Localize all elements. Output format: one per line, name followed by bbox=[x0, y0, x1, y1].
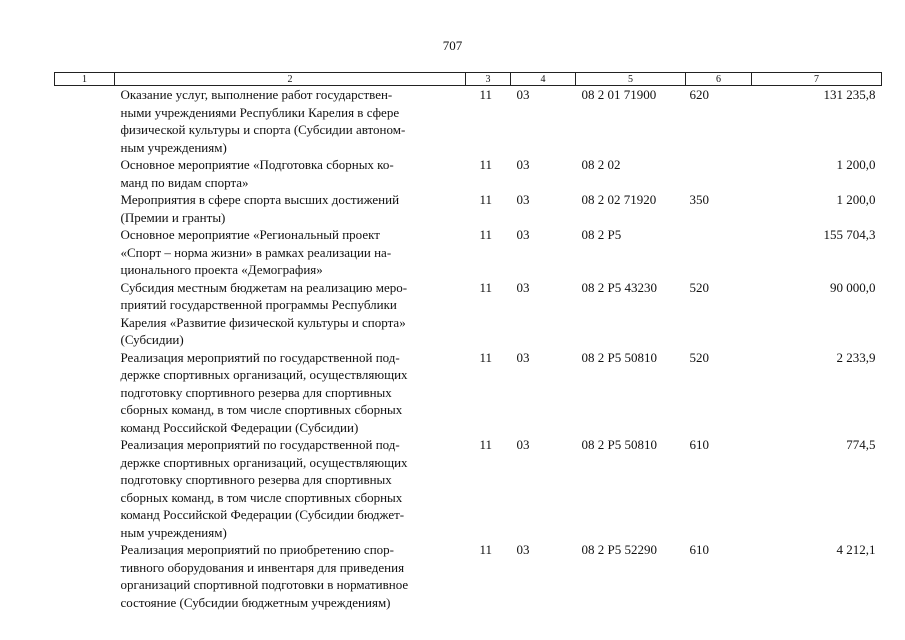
expense-type-cell bbox=[686, 156, 752, 191]
table-row bbox=[55, 156, 882, 191]
subsection-cell: 03 bbox=[516, 87, 530, 102]
item-name-line: Реализация мероприятий по приобретению спор- bbox=[120, 542, 394, 557]
table-row bbox=[55, 436, 882, 541]
empty-cell bbox=[55, 226, 115, 279]
item-name-line: Оказание услуг, выполнение работ государствен- bbox=[120, 87, 393, 102]
item-name-line: ционального проекта «Демография» bbox=[120, 262, 323, 277]
table-row bbox=[55, 86, 882, 157]
subsection-cell: 03 bbox=[516, 349, 530, 365]
target-code-cell: 08 2 P5 50810 bbox=[581, 349, 657, 365]
item-name-line: Основное мероприятие «Подготовка сборных ко- bbox=[120, 157, 394, 172]
item-name-cell bbox=[115, 349, 466, 437]
section-cell: 11 bbox=[479, 279, 493, 295]
item-name-line: держке спортивных организаций, осуществляющих bbox=[120, 367, 408, 382]
table-row bbox=[55, 279, 882, 349]
amount-cell: 1 200,0 bbox=[836, 157, 876, 172]
item-name-line: Реализация мероприятий по государственной под- bbox=[120, 349, 400, 365]
item-name-line: «Спорт – норма жизни» в рамках реализации на- bbox=[120, 244, 392, 260]
subsection-cell: 03 bbox=[516, 279, 530, 295]
item-name-line: приятий государственной программы Республики bbox=[120, 297, 397, 312]
item-name-cell bbox=[115, 226, 466, 279]
item-name-line: держке спортивных организаций, осуществляющих bbox=[120, 454, 408, 470]
item-name-line: Мероприятия в сфере спорта высших достижений bbox=[120, 192, 400, 207]
item-name-line: ным учреждениям) bbox=[120, 524, 227, 540]
subsection-cell: 03 bbox=[516, 227, 530, 242]
item-name-line: сборных команд, в том числе спортивных сборных bbox=[120, 489, 403, 505]
item-name-line: Реализация мероприятий по государственной под- bbox=[120, 437, 400, 452]
section-cell: 11 bbox=[479, 192, 493, 207]
section-cell: 11 bbox=[479, 227, 493, 242]
item-name-line: состояние (Субсидии бюджетным учреждениям) bbox=[120, 594, 391, 610]
amount-cell: 774,5 bbox=[846, 437, 876, 452]
item-name-line: команд Российской Федерации (Субсидии) bbox=[120, 419, 359, 435]
item-name-line: ными учреждениями Республики Карелия в сфере bbox=[120, 104, 400, 120]
subsection-cell: 03 bbox=[516, 157, 530, 172]
section-cell: 11 bbox=[479, 437, 493, 452]
table-body bbox=[55, 86, 882, 612]
item-name-line: (Премии и гранты) bbox=[120, 209, 226, 225]
empty-cell bbox=[55, 156, 115, 191]
item-name-cell bbox=[115, 279, 466, 349]
item-name-line: организаций спортивной подготовки в нормативное bbox=[120, 577, 409, 592]
amount-cell: 1 200,0 bbox=[836, 192, 876, 207]
expense-type-cell: 520 bbox=[689, 279, 709, 295]
section-cell: 11 bbox=[479, 157, 493, 172]
subsection-cell: 03 bbox=[516, 437, 530, 452]
column-header: 2 bbox=[115, 73, 466, 86]
target-code-cell: 08 2 02 bbox=[581, 157, 621, 172]
empty-cell bbox=[55, 349, 115, 437]
target-code-cell: 08 2 P5 43230 bbox=[581, 279, 657, 295]
amount-cell: 4 212,1 bbox=[836, 542, 876, 557]
item-name-cell bbox=[115, 541, 466, 611]
expense-type-cell: 520 bbox=[689, 349, 709, 365]
section-cell: 11 bbox=[479, 542, 493, 557]
expense-type-cell: 610 bbox=[689, 437, 709, 452]
expense-type-cell bbox=[686, 226, 752, 279]
target-code-cell: 08 2 P5 52290 bbox=[581, 542, 657, 557]
item-name-line: Основное мероприятие «Региональный проект bbox=[120, 227, 380, 242]
expense-type-cell: 350 bbox=[689, 192, 709, 207]
item-name-line: манд по видам спорта» bbox=[120, 174, 249, 190]
item-name-line: физической культуры и спорта (Субсидии автоном- bbox=[120, 122, 406, 137]
column-header: 7 bbox=[752, 73, 882, 86]
table-row bbox=[55, 541, 882, 611]
subsection-cell: 03 bbox=[516, 192, 530, 207]
target-code-cell: 08 2 P5 50810 bbox=[581, 437, 657, 452]
item-name-line: (Субсидии) bbox=[120, 332, 184, 347]
empty-cell bbox=[55, 436, 115, 541]
expense-type-cell: 610 bbox=[689, 542, 709, 557]
target-code-cell: 08 2 02 71920 bbox=[581, 192, 657, 207]
empty-cell bbox=[55, 541, 115, 611]
empty-cell bbox=[55, 279, 115, 349]
target-code-cell: 08 2 P5 bbox=[581, 227, 622, 242]
page-number: 707 bbox=[442, 38, 463, 53]
item-name-line: Карелия «Развитие физической культуры и спорта» bbox=[120, 314, 406, 330]
item-name-line: подготовку спортивного резерва для спортивных bbox=[120, 472, 392, 487]
amount-cell: 2 233,9 bbox=[836, 349, 876, 365]
amount-cell: 155 704,3 bbox=[823, 227, 876, 242]
column-header: 1 bbox=[55, 73, 115, 86]
item-name-line: Субсидия местным бюджетам на реализацию меро- bbox=[120, 279, 408, 295]
amount-cell: 131 235,8 bbox=[823, 87, 876, 102]
header-row bbox=[55, 73, 882, 86]
item-name-cell bbox=[115, 191, 466, 226]
table-header bbox=[55, 73, 882, 86]
item-name-line: ным учреждениям) bbox=[120, 139, 227, 155]
budget-table bbox=[54, 72, 882, 611]
section-cell: 11 bbox=[479, 349, 493, 365]
section-cell: 11 bbox=[479, 87, 493, 102]
expense-type-cell: 620 bbox=[689, 87, 709, 102]
column-header: 4 bbox=[511, 73, 576, 86]
item-name-cell bbox=[115, 436, 466, 541]
item-name-cell bbox=[115, 86, 466, 157]
target-code-cell: 08 2 01 71900 bbox=[581, 87, 657, 102]
column-header: 6 bbox=[686, 73, 752, 86]
item-name-line: подготовку спортивного резерва для спортивных bbox=[120, 384, 392, 400]
column-header: 3 bbox=[466, 73, 511, 86]
column-header: 5 bbox=[576, 73, 686, 86]
item-name-cell bbox=[115, 156, 466, 191]
item-name-line: тивного оборудования и инвентаря для приведения bbox=[120, 559, 405, 575]
table-row bbox=[55, 226, 882, 279]
subsection-cell: 03 bbox=[516, 542, 530, 557]
item-name-line: команд Российской Федерации (Субсидии бюджет- bbox=[120, 507, 405, 522]
table-row bbox=[55, 191, 882, 226]
empty-cell bbox=[55, 191, 115, 226]
amount-cell: 90 000,0 bbox=[830, 279, 876, 295]
item-name-line: сборных команд, в том числе спортивных сборных bbox=[120, 402, 403, 417]
table-row bbox=[55, 349, 882, 437]
empty-cell bbox=[55, 86, 115, 157]
